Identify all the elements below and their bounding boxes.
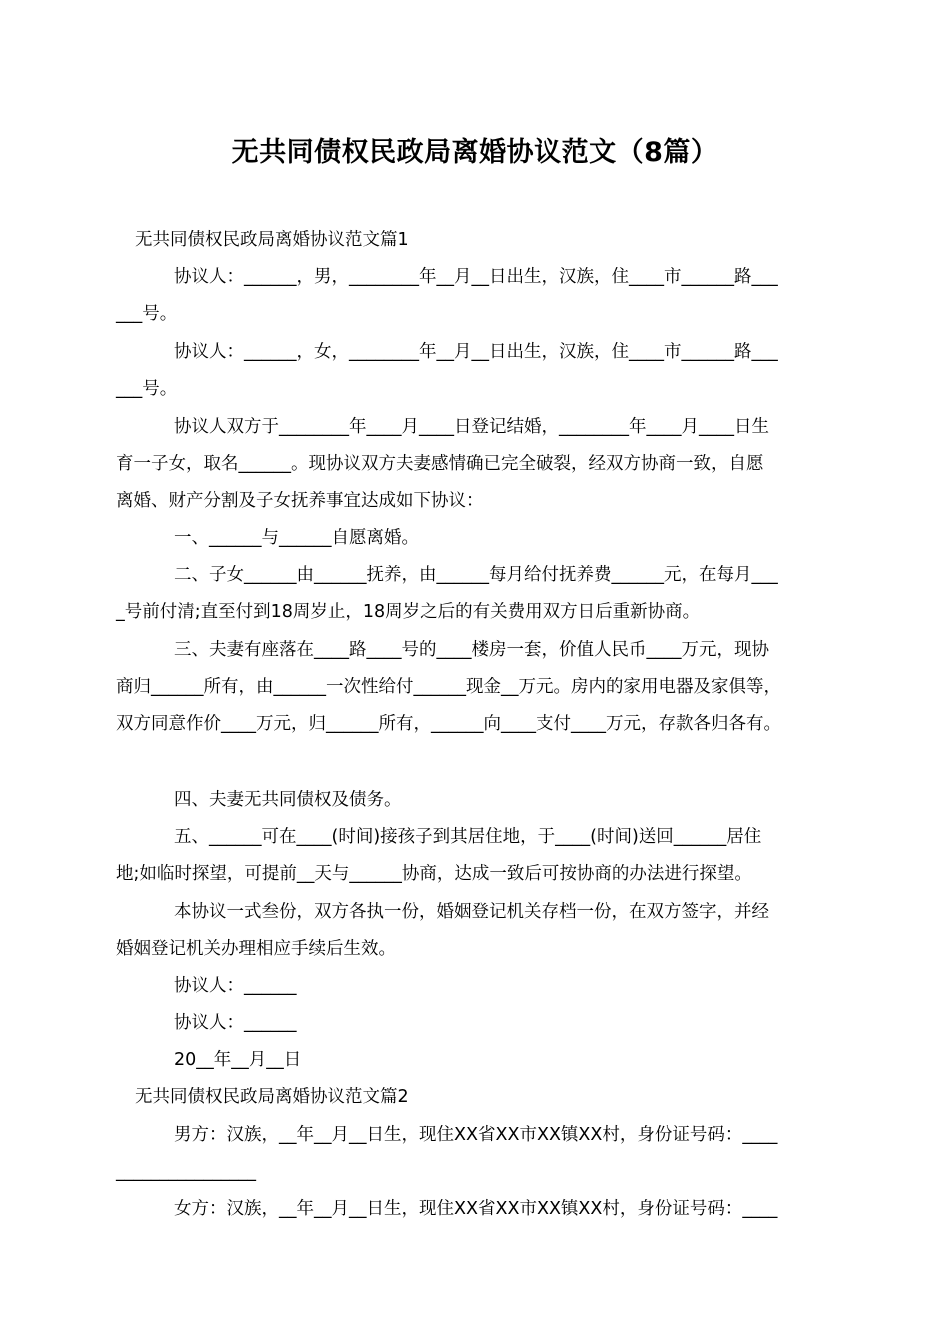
- text-line: 育一子女，取名______。现协议双方夫妻感情确已完全破裂，经双方协商一致，自愿: [116, 454, 764, 474]
- text-line: ________________: [116, 1162, 256, 1182]
- text-line: 三、夫妻有座落在____路____号的____楼房一套，价值人民币____万元，现协: [174, 640, 769, 660]
- document-title: 无共同债权民政局离婚协议范文（8篇）: [231, 137, 719, 168]
- signature-line: 协议人：______: [174, 1013, 297, 1033]
- text-line: 协议人：______，男，________年__月__日出生，汉族，住____市______路___: [174, 267, 778, 287]
- date-line: 20__年__月__日: [174, 1050, 302, 1070]
- section-heading: 无共同债权民政局离婚协议范文篇1: [135, 230, 409, 250]
- text-line: 五、______可在____(时间)接孩子到其居住地，于____(时间)送回______居住: [174, 827, 762, 847]
- text-line: 一、______与______自愿离婚。: [174, 528, 419, 548]
- text-line: 男方：汉族，__年__月__日生，现住XX省XX市XX镇XX村，身份证号码：____: [174, 1125, 778, 1145]
- text-line: 二、子女______由______抚养，由______每月给付抚养费______元，在每月___: [174, 565, 778, 585]
- text-line: ___号。: [116, 379, 178, 399]
- text-line: 离婚、财产分割及子女抚养事宜达成如下协议：: [116, 491, 484, 511]
- text-line: 商归______所有，由______一次性给付______现金__万元。房内的家用电器及家俱等，: [116, 677, 781, 697]
- text-line: 女方：汉族，__年__月__日生，现住XX省XX市XX镇XX村，身份证号码：____: [174, 1199, 778, 1219]
- text-line: 协议人双方于________年____月____日登记结婚，________年____月____日生: [174, 417, 769, 437]
- text-line: ___号。: [116, 304, 178, 324]
- section-heading: 无共同债权民政局离婚协议范文篇2: [135, 1087, 409, 1107]
- text-line: 地;如临时探望，可提前__天与______协商，达成一致后可按协商的办法进行探望。: [116, 864, 752, 884]
- text-line: 本协议一式叁份，双方各执一份，婚姻登记机关存档一份，在双方签字，并经: [174, 902, 769, 922]
- text-line: 四、夫妻无共同债权及债务。: [174, 790, 402, 810]
- text-line: 协议人：______，女，________年__月__日出生，汉族，住____市______路___: [174, 342, 778, 362]
- text-line: 双方同意作价____万元，归______所有，______向____支付____万元，存款各归各有。: [116, 714, 781, 734]
- text-line: 婚姻登记机关办理相应手续后生效。: [116, 939, 396, 959]
- text-line: _号前付清;直至付到18周岁止，18周岁之后的有关费用双方日后重新协商。: [116, 602, 701, 622]
- signature-line: 协议人：______: [174, 976, 297, 996]
